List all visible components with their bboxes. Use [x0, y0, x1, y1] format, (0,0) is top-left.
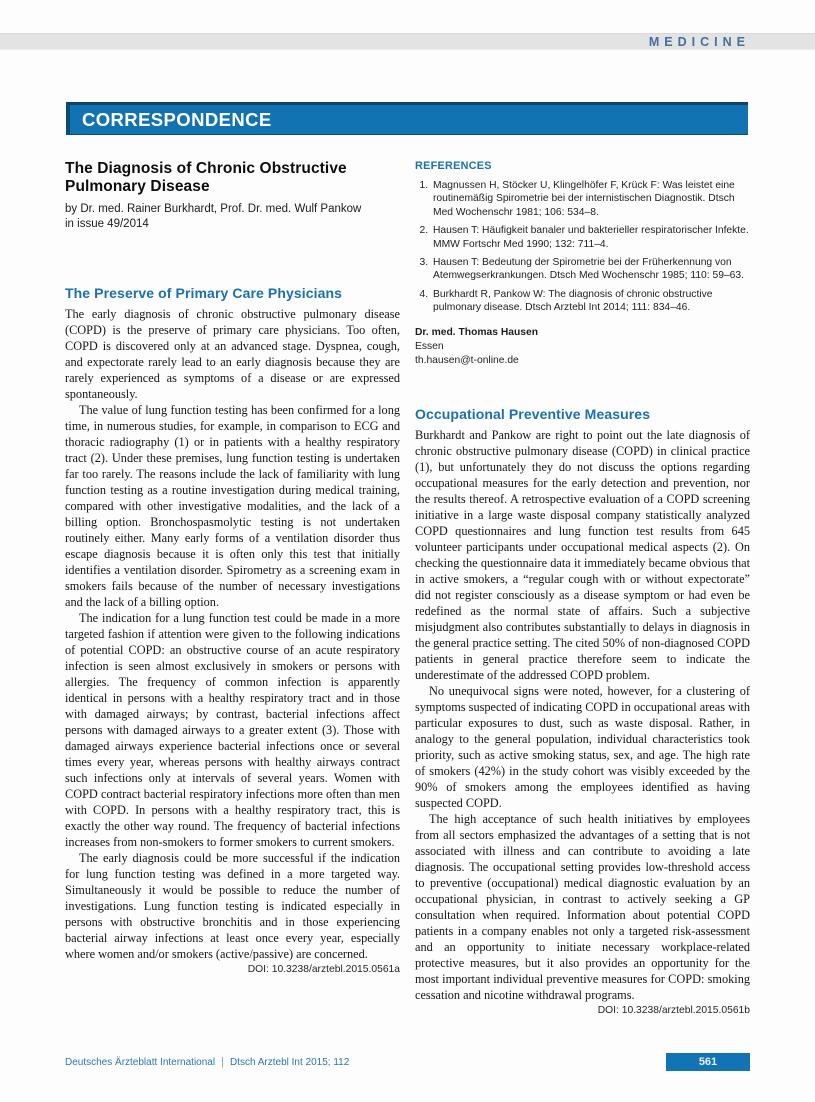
reference-item: 3. Hausen T: Bedeutung der Spirometrie bei der Früherkennung von Atemwegserkrankungen. Dtsch Med Wochenschr 1985; 110: 59–63.: [431, 256, 750, 283]
article-title: The Diagnosis of Chronic Obstructive Pulmonary Disease: [65, 160, 347, 195]
article-byline: [65, 202, 400, 232]
paragraph: Burkhardt and Pankow are right to point out the late diagnosis of chronic obstructive pulmonary disease (COPD) in clinical practice (1), but unfortunately they do not discuss the options regarding occupational measures for the early detection and prevention, nor the results thereof. A retrospective evaluation of a COPD screening initiative in a large waste disposal company statistically analyzed COPD questionnaires and lung function test results from 645 volunteer participants under occupational medical aspects (2). On checking the questionnaire data it immediately became obvious that in active smokers, a “regular cough with or without expectorate” did not register consciously as a disease symptom or had even be redefined as the normal state of affairs. Such a subjective misjudgment also contributes substantially to delays in diagnosis in the general practice setting. The cited 50% of non-diagnosed COPD patients in general practice therefore seem to indicate the underestimate of the addressed COPD problem.: [415, 428, 750, 683]
byline-authors: by Dr. med. Rainer Burkhardt, Prof. Dr. med. Wulf Pankow: [65, 203, 362, 215]
references-list: [415, 179, 750, 314]
banner-title: CORRESPONDENCE: [82, 108, 272, 130]
footer-separator: |: [221, 1056, 224, 1068]
author-block: [415, 326, 750, 367]
right-letter-body: [415, 427, 750, 1003]
reference-item: 1. Magnussen H, Stöcker U, Klingelhöfer F, Krück F: Was leistet eine routinemäßig Spirometrie bei der internistischen Diagnostik. Dtsch Med Wochenschr 1981; 106: 534–8.: [431, 179, 750, 219]
right-letter-heading: Occupational Preventive Measures: [415, 406, 651, 423]
paragraph: The value of lung function testing has been confirmed for a long time, in numerous studies, for example, in comparison to ECG and thoracic radiography (1) or in patients with a healthy respiratory tract (2). Under these premises, lung function testing is undertaken far too rarely. The reasons include the lack of familiarity with lung function testing as a routine investigation during medical training, compared with other investigative modalities, and the lack of a billing option. Bronchospasmolytic testing is not undertaken routinely either. Many early forms of a ventilation disorder thus escape diagnosis because it is often only this test that initially identifies a ventilation disorder. Spirometry as a screening exam in smokers fails because of the number of necessary investigations and the lack of a billing option.: [65, 402, 400, 609]
footer-journal-name: Deutsches Ärzteblatt International: [65, 1056, 216, 1068]
right-column: [415, 160, 750, 1016]
footer-citation: Dtsch Arztebl Int 2015; 112: [229, 1056, 350, 1068]
paragraph: The high acceptance of such health initiatives by employees from all sectors emphasized the advantages of a setting that is not associated with illness and can contribute to avoiding a late diagnosis. The occupational setting provides low-threshold access to preventive (occupational) medical diagnostic evaluation by an occupational physician, in contrast to actively seeking a GP consultation when required. Information about potential COPD patients in a company enables not only a targeted risk-assessment and an opportunity to initiate necessary workplace-related protective measures, but it also provides an opportunity for the most important individual preventive measures for COPD: smoking cessation and nicotine withdrawal programs.: [415, 812, 750, 1003]
page-number: 561: [698, 1056, 718, 1068]
paragraph: The early diagnosis of chronic obstructive pulmonary disease (COPD) is the preserve of primary care physicians. Too often, COPD is discovered only at an advanced stage. Dyspnea, cough, and expectorate rarely lead to an early diagnosis because they are rarely experienced as symptoms of a disease or are expressed spontaneously.: [65, 306, 400, 401]
author-city: Essen: [415, 340, 444, 352]
journal-section-band: [0, 33, 815, 50]
paragraph: The early diagnosis could be more successful if the indication for lung function testing was defined in a more targeted way. Simultaneously it would be possible to reduce the number of investigations. Lung function testing is indicated especially in persons with obstructive bronchitis and in those experiencing bacterial airway infections at least once every year, especially where women and/or smokers (active/passive) are concerned.: [65, 850, 400, 961]
reference-item: 4. Burkhardt R, Pankow W: The diagnosis of chronic obstructive pulmonary disease. Dtsch Arztebl Int 2014; 111: 834–46.: [431, 288, 750, 315]
footer: [65, 1056, 349, 1068]
paragraph: The indication for a lung function test could be made in a more targeted fashion if attention were given to the following indications of potential COPD: an obstructive course of an acute respiratory infection is seen almost exclusively in smokers or persons with allergies. The frequency of common infection is apparently identical in persons with a healthy respiratory tract and in those with damaged airways; by contrast, bacterial infections affect persons with damaged airways to a greater extent (3). Those with damaged airways experience bacterial infections once or several times every year, whereas persons with healthy airways contract such infections only at intervals of several years. Women with COPD contract bacterial respiratory infections more often than men with COPD. In persons with a healthy respiratory tract, this is exactly the other way round. The frequency of bacterial infections increases from non-smokers to former smokers to current smokers.: [65, 610, 400, 849]
left-doi: DOI: 10.3238/arztebl.2015.0561a: [247, 963, 400, 975]
author-name: Dr. med. Thomas Hausen: [415, 327, 539, 339]
author-email: th.hausen@t-online.de: [415, 354, 519, 366]
section-label: MEDICINE: [648, 34, 750, 49]
references-heading: REFERENCES: [415, 160, 492, 172]
page-number-box: [666, 1053, 750, 1071]
reference-item: 2. Hausen T: Häufigkeit banaler und bakterieller respiratorischer Infekte. MMW Fortschr Med 1990; 132: 711–4.: [431, 224, 750, 251]
byline-issue: in issue 49/2014: [65, 217, 149, 230]
correspondence-banner: [66, 102, 748, 135]
right-doi: DOI: 10.3238/arztebl.2015.0561b: [597, 1005, 750, 1017]
left-letter-heading: The Preserve of Primary Care Physicians: [65, 284, 343, 301]
left-column: [65, 160, 400, 975]
left-letter-body: [65, 306, 400, 962]
paragraph: No unequivocal signs were noted, however, for a clustering of symptoms suspected of indicating COPD in occupational areas with particular exposures to dust, such as waste disposal. Rather, in analogy to the general population, individual characteristics took priority, such as active smoking status, sex, and age. The high rate of smokers (42%) in the study cohort was visibly exceeded by the 90% of smokers among the employees identified as having suspected COPD.: [415, 684, 750, 811]
